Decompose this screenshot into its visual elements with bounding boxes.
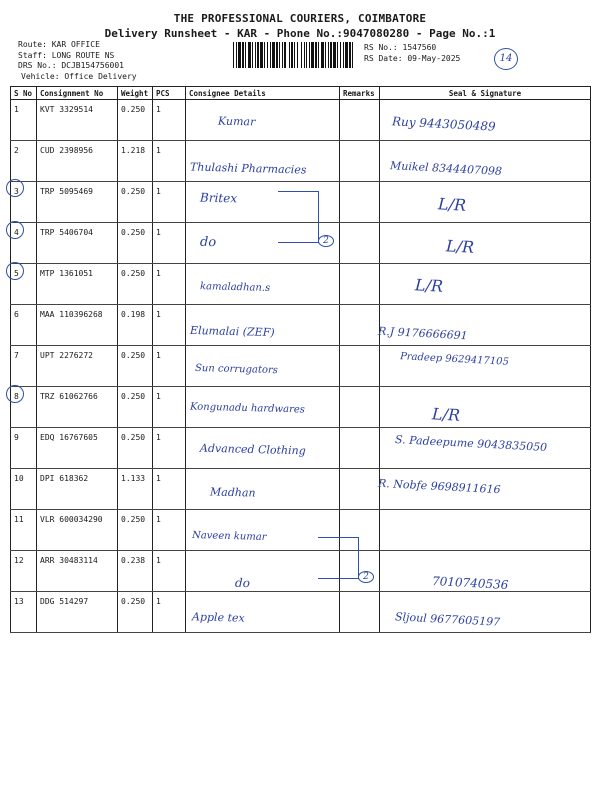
row-weight: 0.250 [118,182,153,223]
row-sno: 6 [11,305,37,346]
handwritten-consignee: Thulashi Pharmacies [189,160,307,177]
row-pcs: 1 [153,387,186,428]
route-label: Route: KAR OFFICE [18,40,100,49]
row-consignee-cell [186,469,340,510]
row-sno: 9 [11,428,37,469]
barcode-bar [272,42,275,68]
barcode-bar [242,42,244,68]
handwritten-signature: Pradeep 9629417105 [399,351,510,369]
row-sno: 7 [11,346,37,387]
row-weight: 0.250 [118,223,153,264]
bracket-mark: 2 [358,571,374,583]
row-pcs: 1 [153,346,186,387]
row-weight: 1.218 [118,141,153,182]
row-sno: 13 [11,592,37,633]
page-subtitle: Delivery Runsheet - KAR - Phone No.:9047080280 - Page No.:1 [104,27,496,40]
row-consignment-no: TRP 5095469 [37,182,118,223]
row-weight: 0.250 [118,387,153,428]
barcode-bar [257,42,259,68]
handwritten-consignee: do [234,575,251,591]
barcode-bar [301,42,302,68]
handwritten-signature: Muikel 8344407098 [389,159,503,179]
row-consignment-no: MTP 1361051 [37,264,118,305]
col-header-seal: Seal & Signature [380,87,591,100]
bracket-rows-11-12 [318,537,359,579]
row-sno: 12 [11,551,37,592]
barcode-bar [245,42,246,68]
row-remarks-cell [340,428,380,469]
handwritten-signature: R.J 9176666691 [377,324,468,343]
row-weight: 0.238 [118,551,153,592]
handwritten-signature: Sljoul 9677605197 [394,610,501,630]
row-pcs: 1 [153,469,186,510]
handwritten-signature: Ruy 9443050489 [391,114,497,134]
barcode-bar [236,42,237,68]
barcode-bar [343,42,344,68]
table-row [11,510,591,551]
row-remarks-cell [340,387,380,428]
barcode-image [233,42,357,68]
row-weight: 0.250 [118,592,153,633]
barcode-bar [260,42,263,68]
row-remarks-cell [340,305,380,346]
row-pcs: 1 [153,510,186,551]
handwritten-signature: R. Nobfe 9698911616 [377,476,501,496]
handwritten-consignee: Kumar [217,114,256,129]
col-header-consignee: Consignee Details [186,87,340,100]
barcode-bar [311,42,314,68]
handwritten-consignee: Naveen kumar [191,530,267,543]
row-weight: 0.250 [118,100,153,141]
row-consignment-no: VLR 600034290 [37,510,118,551]
barcode-bar [252,42,253,68]
row-seal-cell [380,182,591,223]
row-weight: 1.133 [118,469,153,510]
page-title: THE PROFESSIONAL COURIERS, COIMBATORE [173,12,427,25]
table-row [11,100,591,141]
barcode-bar [291,42,293,68]
row-pcs: 1 [153,100,186,141]
row-consignment-no: KVT 3329514 [37,100,118,141]
barcode-bar [289,42,290,68]
barcode-bar [264,42,265,68]
row-pcs: 1 [153,223,186,264]
barcode-bar [333,42,336,68]
barcode-bar [284,42,286,68]
table-row [11,469,591,510]
row-sno: 5 [11,264,37,305]
row-consignment-no: UPT 2276272 [37,346,118,387]
barcode-bar [309,42,310,68]
row-sno: 8 [11,387,37,428]
barcode-bar [352,42,353,68]
barcode-bar [267,42,268,68]
row-pcs: 1 [153,141,186,182]
row-remarks-cell [340,141,380,182]
row-seal-cell [380,387,591,428]
row-seal-cell [380,264,591,305]
col-header-pcs: PCS [153,87,186,100]
circled-row-mark [6,262,24,280]
barcode-bar [340,42,341,68]
handwritten-consignee: Advanced Clothing [199,441,306,457]
table-row [11,305,591,346]
barcode-bar [294,42,295,68]
row-remarks-cell [340,100,380,141]
barcode-bar [279,42,280,68]
barcode-bar [270,42,271,68]
handwritten-signature: L/R [414,275,444,296]
drs-label: DRS No.: DCJB154756001 [18,61,124,70]
row-consignment-no: DPI 618362 [37,469,118,510]
row-seal-cell [380,223,591,264]
row-pcs: 1 [153,428,186,469]
row-sno: 4 [11,223,37,264]
row-remarks-cell [340,346,380,387]
row-sno: 3 [11,182,37,223]
barcode-bar [349,42,351,68]
row-consignment-no: ARR 30483114 [37,551,118,592]
row-remarks-cell [340,223,380,264]
table-row [11,592,591,633]
row-pcs: 1 [153,551,186,592]
barcode-bar [325,42,326,68]
row-sno: 10 [11,469,37,510]
barcode-bar [318,42,319,68]
barcode-bar [276,42,278,68]
row-seal-cell [380,510,591,551]
row-weight: 0.250 [118,346,153,387]
handwritten-signature: S. Padeepume 9043835050 [394,432,548,454]
row-weight: 0.198 [118,305,153,346]
barcode-bar [306,42,307,68]
vehicle-label: Vehicle: Office Delivery [21,71,137,81]
row-consignee-cell [186,100,340,141]
table-header-row [11,87,591,100]
runsheet-meta-right [364,42,460,64]
barcode-bar [248,42,251,68]
row-weight: 0.250 [118,510,153,551]
row-consignment-no: TRP 5406704 [37,223,118,264]
row-remarks-cell [340,592,380,633]
rs-date: RS Date: 09-May-2025 [364,54,461,63]
barcode-bar [345,42,348,68]
barcode-bar [315,42,317,68]
row-sno: 2 [11,141,37,182]
bracket-rows-3-4 [278,191,319,243]
barcode-bar [297,42,298,68]
barcode-bar [238,42,241,68]
row-sno: 1 [11,100,37,141]
row-consignment-no: EDQ 16767605 [37,428,118,469]
row-consignee-cell [186,551,340,592]
handwritten-consignee: Britex [199,190,238,206]
handwritten-consignee: Sun corrugators [194,363,278,377]
row-pcs: 1 [153,264,186,305]
handwritten-consignee: do [199,234,217,250]
handwritten-signature: 7010740536 [431,574,509,593]
row-pcs: 1 [153,182,186,223]
table-row [11,264,591,305]
barcode-bar [255,42,256,68]
handwritten-consignee: Madhan [209,485,256,500]
row-consignment-no: DDG 514297 [37,592,118,633]
row-remarks-cell [340,469,380,510]
handwritten-signature: L/R [445,235,475,257]
barcode-bar [233,42,234,68]
runsheet-meta-left [18,40,137,82]
barcode-bar [330,42,332,68]
circled-row-mark [6,221,24,239]
handwritten-consignee: Apple tex [191,610,245,626]
rs-number: RS No.: 1547560 [364,43,437,52]
barcode-bar [328,42,329,68]
row-weight: 0.250 [118,428,153,469]
row-remarks-cell [340,264,380,305]
handwritten-consignee: Kongunadu hardwares [189,401,305,416]
handwritten-consignee: kamaladhan.s [199,280,271,294]
row-consignment-no: TRZ 61062766 [37,387,118,428]
bracket-mark: 2 [318,235,334,247]
row-weight: 0.250 [118,264,153,305]
row-consignment-no: CUD 2398956 [37,141,118,182]
barcode-bar [321,42,324,68]
row-sno: 11 [11,510,37,551]
handwritten-page-mark: 14 [494,48,518,70]
staff-label: Staff: LONG ROUTE NS [18,50,115,60]
row-consignment-no: MAA 110396268 [37,305,118,346]
col-header-weight: Weight [118,87,153,100]
handwritten-signature: L/R [431,404,461,426]
col-header-sno: S No [11,87,37,100]
barcode-bar [304,42,305,68]
barcode-bar [337,42,338,68]
col-header-remarks: Remarks [340,87,380,100]
col-header-consignment: Consignment No [37,87,118,100]
row-remarks-cell [340,182,380,223]
handwritten-consignee: Elumalai (ZEF) [189,323,275,340]
row-pcs: 1 [153,592,186,633]
row-pcs: 1 [153,305,186,346]
barcode-bar [282,42,283,68]
handwritten-signature: L/R [437,194,467,216]
